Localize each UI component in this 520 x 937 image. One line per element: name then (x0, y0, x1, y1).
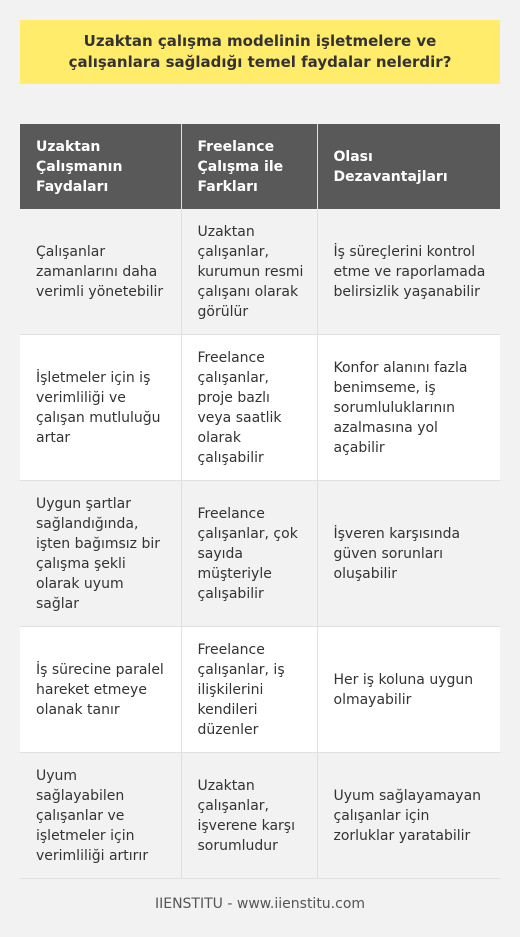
table-cell: Uyum sağlayabilen çalışanlar ve işletmeler için verimliliği artırır (20, 753, 181, 879)
header-benefits: Uzaktan Çalışmanın Faydaları (20, 124, 181, 209)
table-cell: Çalışanlar zamanlarını daha verimli yönetebilir (20, 209, 181, 335)
table-row (20, 753, 500, 879)
question-title: Uzaktan çalışma modelinin işletmelere ve çalışanlara sağladığı temel faydalar nelerdir? (68, 32, 452, 71)
table-cell: Her iş koluna uygun olmayabilir (317, 627, 500, 753)
table-row (20, 481, 500, 627)
question-title-banner (20, 20, 500, 84)
header-freelance-differences: Freelance Çalışma ile Farkları (181, 124, 317, 209)
table-cell: İşletmeler için iş verimliliği ve çalışan mutluluğu artar (20, 335, 181, 481)
table-header-row (20, 124, 500, 209)
table-cell: Uzaktan çalışanlar, kurumun resmi çalışanı olarak görülür (181, 209, 317, 335)
comparison-table (20, 124, 500, 879)
header-disadvantages: Olası Dezavantajları (317, 124, 500, 209)
table-cell: Freelance çalışanlar, çok sayıda müşteriyle çalışabilir (181, 481, 317, 627)
table-row (20, 335, 500, 481)
table-cell: İşveren karşısında güven sorunları oluşabilir (317, 481, 500, 627)
footer-credit: IIENSTITU - www.iienstitu.com (154, 896, 366, 912)
table-cell: Freelance çalışanlar, proje bazlı veya saatlik olarak çalışabilir (181, 335, 317, 481)
table-row (20, 209, 500, 335)
table-cell: Uyum sağlayamayan çalışanlar için zorluklar yaratabilir (317, 753, 500, 879)
table-cell: Uzaktan çalışanlar, işverene karşı sorumludur (181, 753, 317, 879)
table-cell: İş süreçlerini kontrol etme ve raporlamada belirsizlik yaşanabilir (317, 209, 500, 335)
table-row (20, 627, 500, 753)
table-cell: Freelance çalışanlar, iş ilişkilerini kendileri düzenler (181, 627, 317, 753)
table-cell: İş sürecine paralel hareket etmeye olanak tanır (20, 627, 181, 753)
table-cell: Konfor alanını fazla benimseme, iş sorumluluklarının azalmasına yol açabilir (317, 335, 500, 481)
table-cell: Uygun şartlar sağlandığında, işten bağımsız bir çalışma şekli olarak uyum sağlar (20, 481, 181, 627)
